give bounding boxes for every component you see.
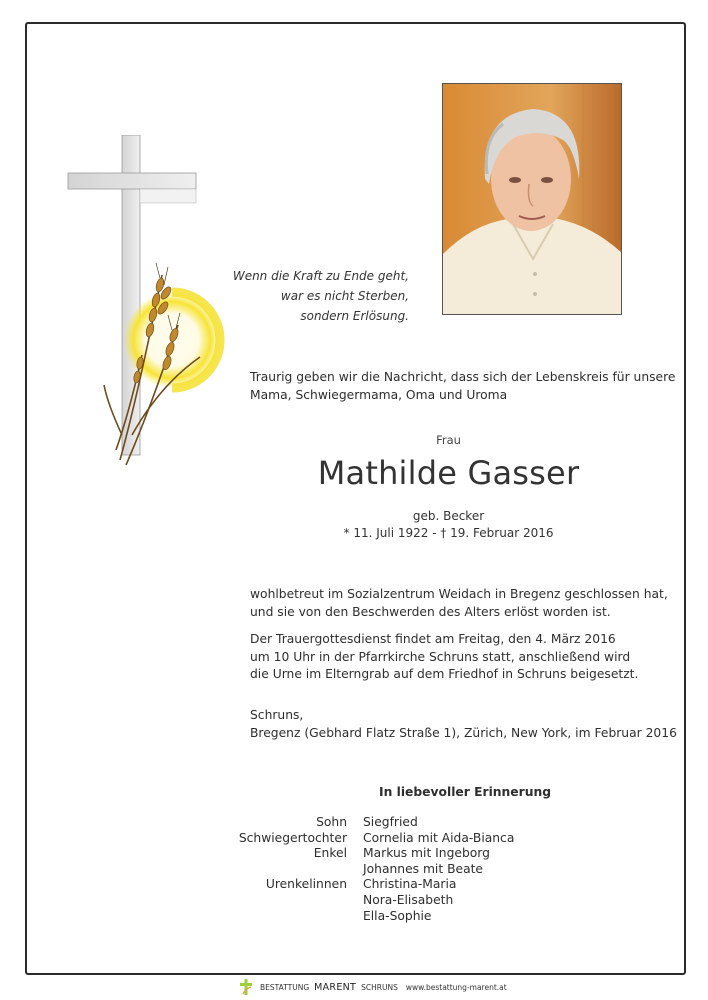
place-and-date bbox=[250, 707, 677, 742]
body-line: wohlbetreut im Sozialzentrum Weidach in Bregenz geschlossen hat, bbox=[250, 587, 668, 601]
quote-line: sondern Erlösung. bbox=[300, 309, 409, 323]
footer-brand: MARENT bbox=[314, 981, 357, 993]
family-names: Cornelia mit Aida-Bianca bbox=[363, 830, 515, 845]
family-row bbox=[230, 815, 514, 831]
family-names: Johannes mit Beate bbox=[363, 861, 483, 876]
footer-prefix: BESTATTUNG bbox=[260, 982, 310, 992]
body-line: und sie von den Beschwerden des Alters erlöst worden ist. bbox=[250, 604, 611, 619]
life-dates: * 11. Juli 1922 - † 19. Februar 2016 bbox=[343, 526, 554, 540]
family-role: Sohn bbox=[316, 815, 347, 829]
family-role bbox=[230, 862, 363, 878]
body-line: die Urne im Elterngrab auf dem Friedhof in Schruns beigesetzt. bbox=[250, 667, 639, 681]
family-role: Urenkelinnen bbox=[265, 877, 347, 892]
body-line: um 10 Uhr in der Pfarrkirche Schruns statt, anschließend wird bbox=[250, 649, 631, 664]
cross-logo-icon bbox=[238, 978, 254, 996]
quote bbox=[200, 266, 409, 326]
family-row bbox=[230, 893, 514, 909]
family-row bbox=[230, 846, 514, 862]
deceased-name: Mathilde Gasser bbox=[317, 454, 580, 492]
family-role bbox=[230, 893, 363, 909]
family-list bbox=[230, 815, 514, 924]
footer bbox=[238, 978, 507, 996]
place-line: Schruns, bbox=[250, 708, 304, 722]
family-role: Schwiegertochter bbox=[238, 830, 347, 845]
family-row bbox=[230, 831, 514, 847]
body-paragraph-2 bbox=[250, 631, 638, 684]
family-row bbox=[230, 877, 514, 893]
family-names: Ella-Sophie bbox=[363, 908, 432, 923]
footer-location: SCHRUNS bbox=[361, 982, 398, 992]
family-row bbox=[230, 862, 514, 878]
family-names: Nora-Elisabeth bbox=[363, 892, 454, 907]
intro-line: Traurig geben wir die Nachricht, dass sich der Lebenskreis für unsere bbox=[250, 370, 676, 384]
family-row bbox=[230, 909, 514, 925]
intro-text bbox=[250, 369, 675, 404]
footer-website-link[interactable]: www.bestattung-marent.at bbox=[405, 982, 507, 992]
body-paragraph-1 bbox=[250, 586, 668, 621]
place-line: Bregenz (Gebhard Flatz Straße 1), Zürich, New York, im Februar 2016 bbox=[250, 725, 677, 740]
family-names: Markus mit Ingeborg bbox=[363, 846, 490, 861]
body-line: Der Trauergottesdienst findet am Freitag, den 4. März 2016 bbox=[250, 632, 616, 646]
family-names: Siegfried bbox=[363, 815, 418, 829]
quote-line: Wenn die Kraft zu Ende geht, bbox=[232, 269, 409, 283]
birth-name: geb. Becker bbox=[412, 509, 485, 523]
memory-title: In liebevoller Erinnerung bbox=[379, 785, 552, 799]
family-role bbox=[230, 909, 363, 925]
quote-line: war es nicht Sterben, bbox=[280, 289, 409, 303]
family-names: Christina-Maria bbox=[363, 877, 457, 892]
portrait-image bbox=[443, 84, 622, 315]
family-role: Enkel bbox=[313, 846, 347, 861]
intro-line: Mama, Schwiegermama, Oma und Uroma bbox=[250, 387, 508, 402]
salutation: Frau bbox=[436, 433, 461, 447]
portrait-photo bbox=[442, 83, 622, 315]
